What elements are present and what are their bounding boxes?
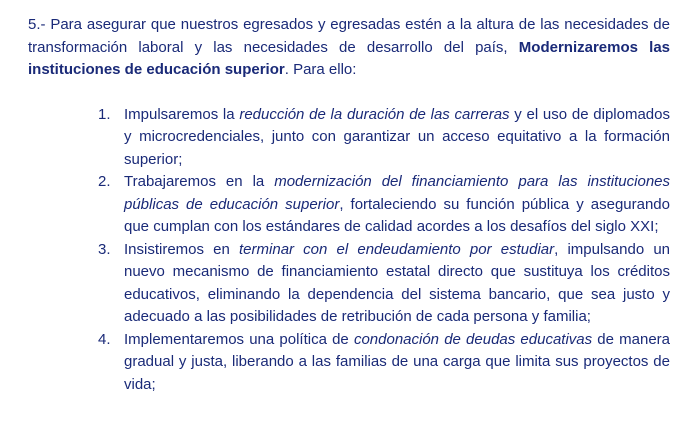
list-text-4: Implementaremos una política de [124,330,354,348]
list-text-1-rest: y el uso de diplomados y microcredenciales, junto con garantizar un acceso equitativo a la formación superior; [124,105,670,168]
list-text-1: Impulsaremos la [124,105,240,123]
list-text-3: Insistiremos en [124,240,240,258]
list-text-2-rest: , fortaleciendo su función pública y asegurando que cumplan con los estándares de calidad acordes a los desafíos del siglo XXI; [124,195,670,235]
measures-list [28,104,670,397]
intro-text: 5.- Para asegurar que nuestros egresados y egresadas estén a la altura de las necesidades de transformación laboral y las necesidades de desarrollo del país, [28,16,670,56]
list-item-3 [98,239,670,329]
list-item-2 [98,171,670,239]
list-number-3: 3. [98,240,111,258]
list-number-1: 1. [98,105,111,123]
list-number-2: 2. [98,173,111,190]
list-emphasis-2: modernización del financiamiento para las instituciones públicas de educación superior [124,173,670,213]
list-text-4-rest: de manera gradual y justa, liberando a las familias de una carga que limita sus proyectos de vida; [124,330,670,393]
list-item-1 [98,104,670,172]
list-emphasis-3: terminar con el endeudamiento por estudiar [239,240,555,258]
list-emphasis-4: condonación de deudas educativas [353,330,593,348]
list-item-4 [98,329,670,397]
list-emphasis-1: reducción de la duración de las carreras [239,105,510,123]
intro-paragraph [28,14,670,82]
intro-suffix: . Para ello: [284,61,357,78]
list-text-3-rest: , impulsando un nuevo mecanismo de financiamiento estatal directo que sustituya los créditos educativos, eliminando la dependencia del sistema bancario, que sea justo y adecuado a las posibilidades de retribución de cada persona y familia; [124,240,670,325]
intro-bold-text: Modernizaremos las instituciones de educación superior [28,38,670,78]
list-text-2: Trabajaremos en la [124,173,275,190]
list-number-4: 4. [98,330,111,348]
